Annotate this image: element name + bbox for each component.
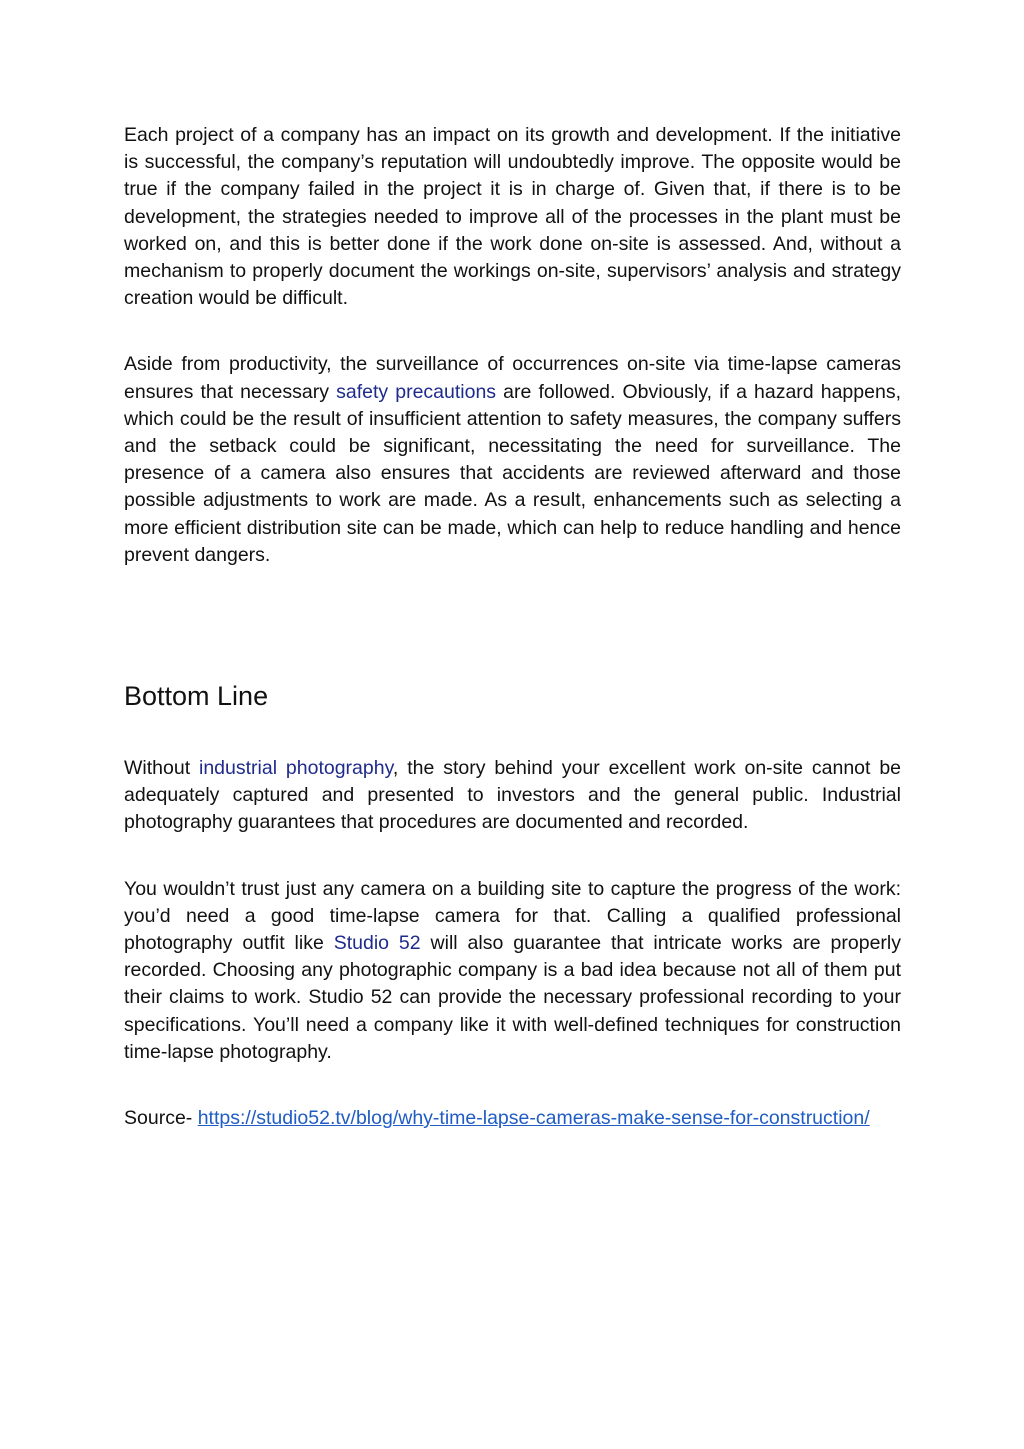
paragraph-industrial-text-1: Without	[124, 757, 199, 779]
paragraph-studio-text-1: You wouldn’t trust just any camera on a building site to capture the progress of the work: you’d need a good time-lapse camera for that. Calling a qualified professional photography outfit like	[124, 877, 901, 955]
industrial-photography-link[interactable]: industrial photography	[199, 757, 393, 779]
paragraph-studio	[124, 876, 901, 1066]
section-heading-bottom-line: Bottom Line	[124, 681, 269, 711]
source-url-link[interactable]: https://studio52.tv/blog/why-time-lapse-cameras-make-sense-for-construction/	[197, 1107, 870, 1130]
document-page	[124, 122, 902, 1130]
paragraph-intro: Each project of a company has an impact on its growth and development. If the initiative is successful, the company’s reputation will undoubtedly improve. The opposite would be true if the company failed in the project it is in charge of. Given that, if there is to be development, the strategies needed to improve all of the processes in the plant must be worked on, and this is better done if the work done on-site is assessed. And, without a mechanism to properly document the workings on-site, supervisors’ analysis and strategy creation would be difficult.	[124, 124, 901, 310]
studio-52-link[interactable]: Studio 52	[333, 932, 421, 955]
source-label: Source-	[124, 1107, 193, 1130]
bottom-line-section	[124, 755, 901, 1132]
paragraph-safety-text-1: Aside from productivity, the surveillance of occurrences on-site via time-lapse cameras ensures that necessary	[124, 353, 901, 403]
paragraph-industrial	[124, 755, 901, 837]
safety-precautions-link[interactable]: safety precautions	[336, 380, 497, 403]
paragraph-safety	[124, 351, 901, 569]
paragraph-safety-text-2: are followed. Obviously, if a hazard happens, which could be the result of insufficient attention to safety measures, the company suffers and the setback could be significant, necessitating the need for surveillance. The presence of a camera also ensures that accidents are reviewed afterward and those possible adjustments to work are made. As a result, enhancements such as selecting a more efficient distribution site can be made, which can help to reduce handling and hence prevent dangers.	[124, 380, 901, 566]
paragraph-studio-text-2: will also guarantee that intricate works are properly recorded. Choosing any photographic company is a bad idea because not all of them put their claims to work. Studio 52 can provide the necessary professional recording to your specifications. You’ll need a company like it with well-defined techniques for construction time-lapse photography.	[124, 932, 901, 1063]
paragraph-industrial-text-2: , the story behind your excellent work on-site cannot be adequately captured and presented to investors and the general public. Industrial photography guarantees that procedures are documented and recorded.	[124, 757, 902, 834]
source-line	[124, 1105, 901, 1132]
